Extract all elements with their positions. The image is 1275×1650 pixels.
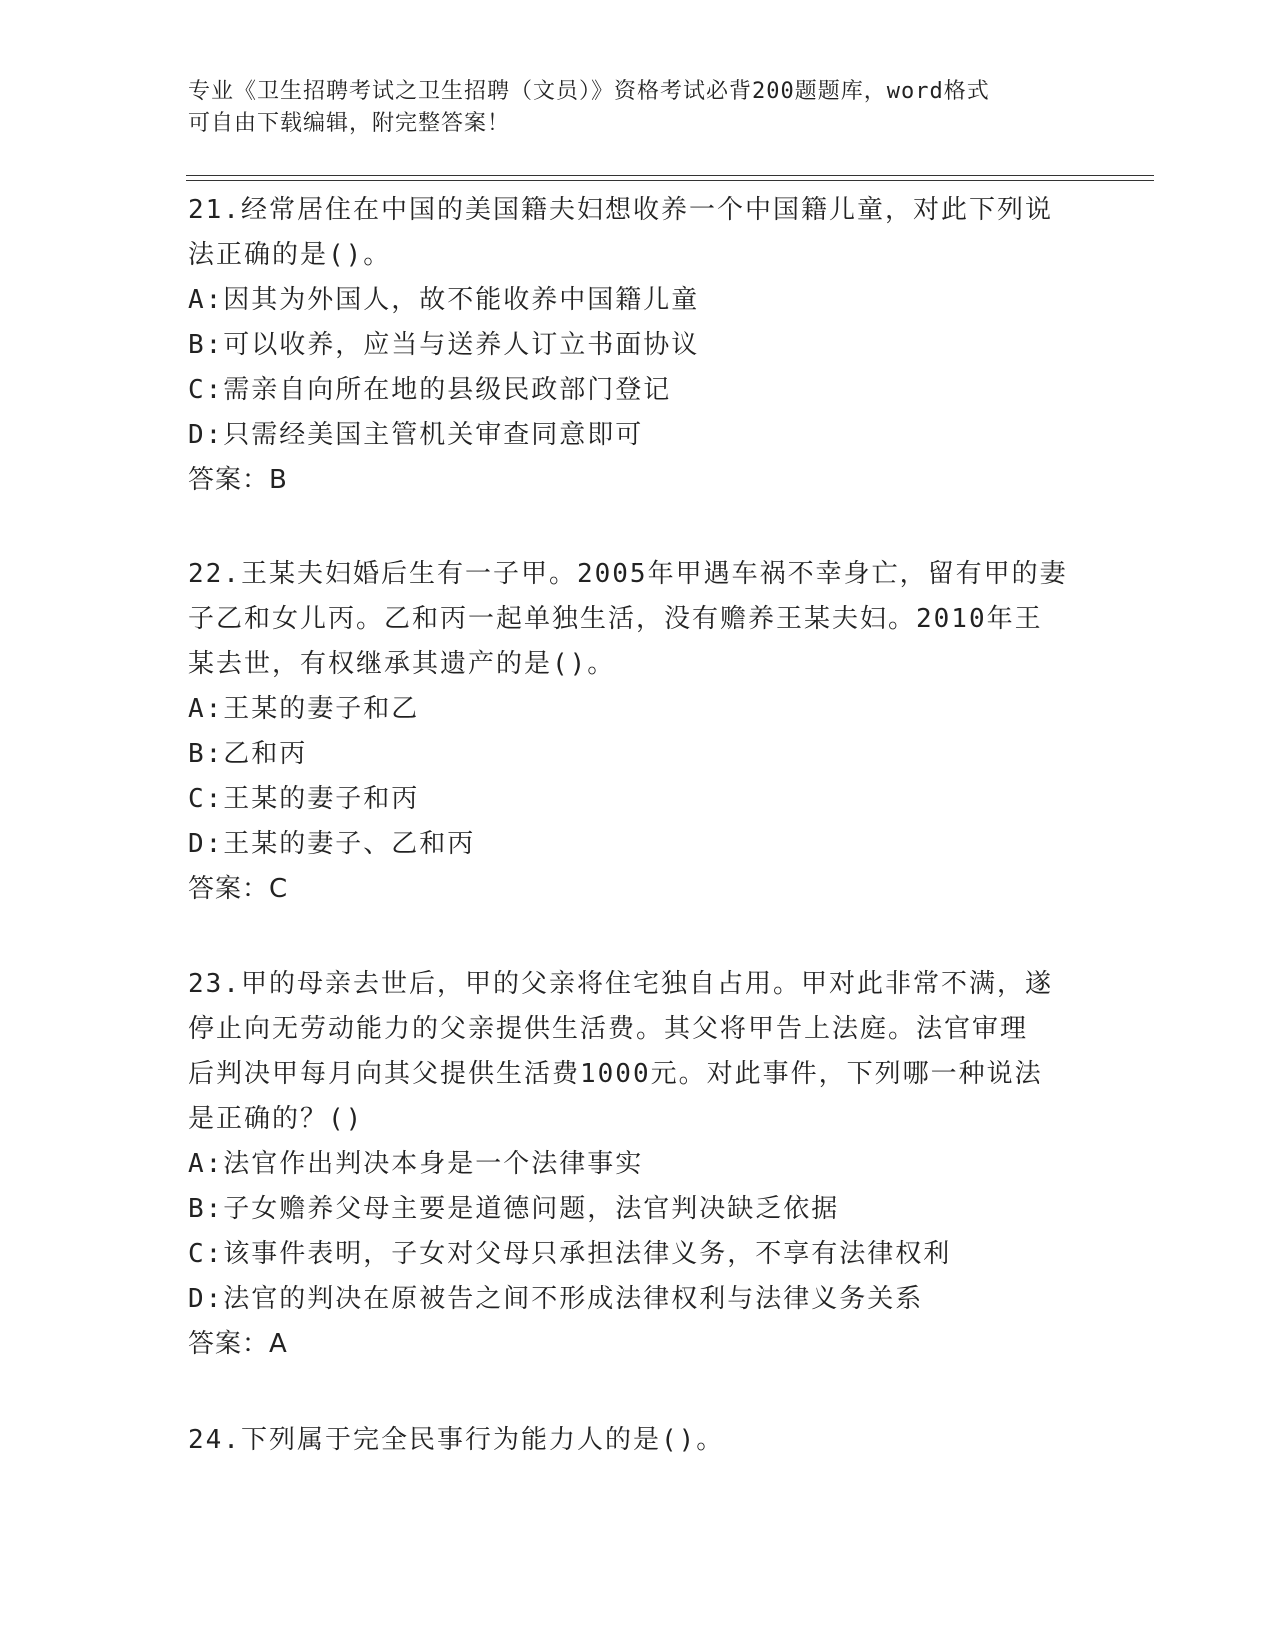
option-b: B:乙和丙 — [188, 739, 308, 769]
option-d: D:只需经美国主管机关审查同意即可 — [188, 420, 644, 450]
option-c: C:王某的妻子和丙 — [188, 784, 420, 814]
option-list — [188, 278, 1088, 458]
stem-line: 法正确的是()。 — [188, 240, 392, 270]
question-21 — [188, 188, 1088, 503]
question-24 — [188, 1418, 1088, 1463]
question-23 — [188, 962, 1088, 1367]
question-22 — [188, 552, 1088, 912]
option-d: D:王某的妻子、乙和丙 — [188, 829, 476, 859]
question-stem — [188, 1418, 1088, 1463]
stem-line: 24.下列属于完全民事行为能力人的是()。 — [188, 1425, 725, 1455]
stem-line: 后判决甲每月向其父提供生活费1000元。对此事件，下列哪一种说法 — [188, 1059, 1043, 1089]
stem-line: 21.经常居住在中国的美国籍夫妇想收养一个中国籍儿童，对此下列说 — [188, 195, 1053, 225]
stem-line: 23.甲的母亲去世后，甲的父亲将住宅独自占用。甲对此非常不满，遂 — [188, 969, 1053, 999]
option-a: A:法官作出判决本身是一个法律事实 — [188, 1149, 644, 1179]
header-line-1: 专业《卫生招聘考试之卫生招聘（文员）》资格考试必背200题题库，word格式 — [188, 79, 990, 104]
option-b: B:可以收养，应当与送养人订立书面协议 — [188, 330, 700, 360]
stem-line: 22.王某夫妇婚后生有一子甲。2005年甲遇车祸不幸身亡，留有甲的妻 — [188, 559, 1068, 589]
answer-line: 答案：B — [188, 465, 288, 495]
question-stem — [188, 962, 1088, 1142]
option-a: A:王某的妻子和乙 — [188, 694, 420, 724]
question-stem — [188, 552, 1088, 687]
header-divider-top — [186, 175, 1154, 176]
option-list — [188, 687, 1088, 867]
answer-line: 答案：A — [188, 1329, 288, 1359]
option-d: D:法官的判决在原被告之间不形成法律权利与法律义务关系 — [188, 1284, 924, 1314]
stem-line: 某去世，有权继承其遗产的是()。 — [188, 649, 616, 679]
option-list — [188, 1142, 1088, 1322]
stem-line: 停止向无劳动能力的父亲提供生活费。其父将甲告上法庭。法官审理 — [188, 1014, 1029, 1044]
option-c: C:该事件表明，子女对父母只承担法律义务，不享有法律权利 — [188, 1239, 952, 1269]
question-stem — [188, 188, 1088, 278]
option-a: A:因其为外国人，故不能收养中国籍儿童 — [188, 285, 700, 315]
answer-line: 答案：C — [188, 874, 289, 904]
stem-line: 子乙和女儿丙。乙和丙一起单独生活，没有赡养王某夫妇。2010年王 — [188, 604, 1043, 634]
document-header — [188, 76, 1088, 140]
header-divider-bottom — [186, 180, 1154, 181]
option-b: B:子女赡养父母主要是道德问题，法官判决缺乏依据 — [188, 1194, 840, 1224]
option-c: C:需亲自向所在地的县级民政部门登记 — [188, 375, 672, 405]
header-line-2: 可自由下载编辑，附完整答案！ — [188, 111, 511, 136]
stem-line: 是正确的？() — [188, 1104, 364, 1134]
